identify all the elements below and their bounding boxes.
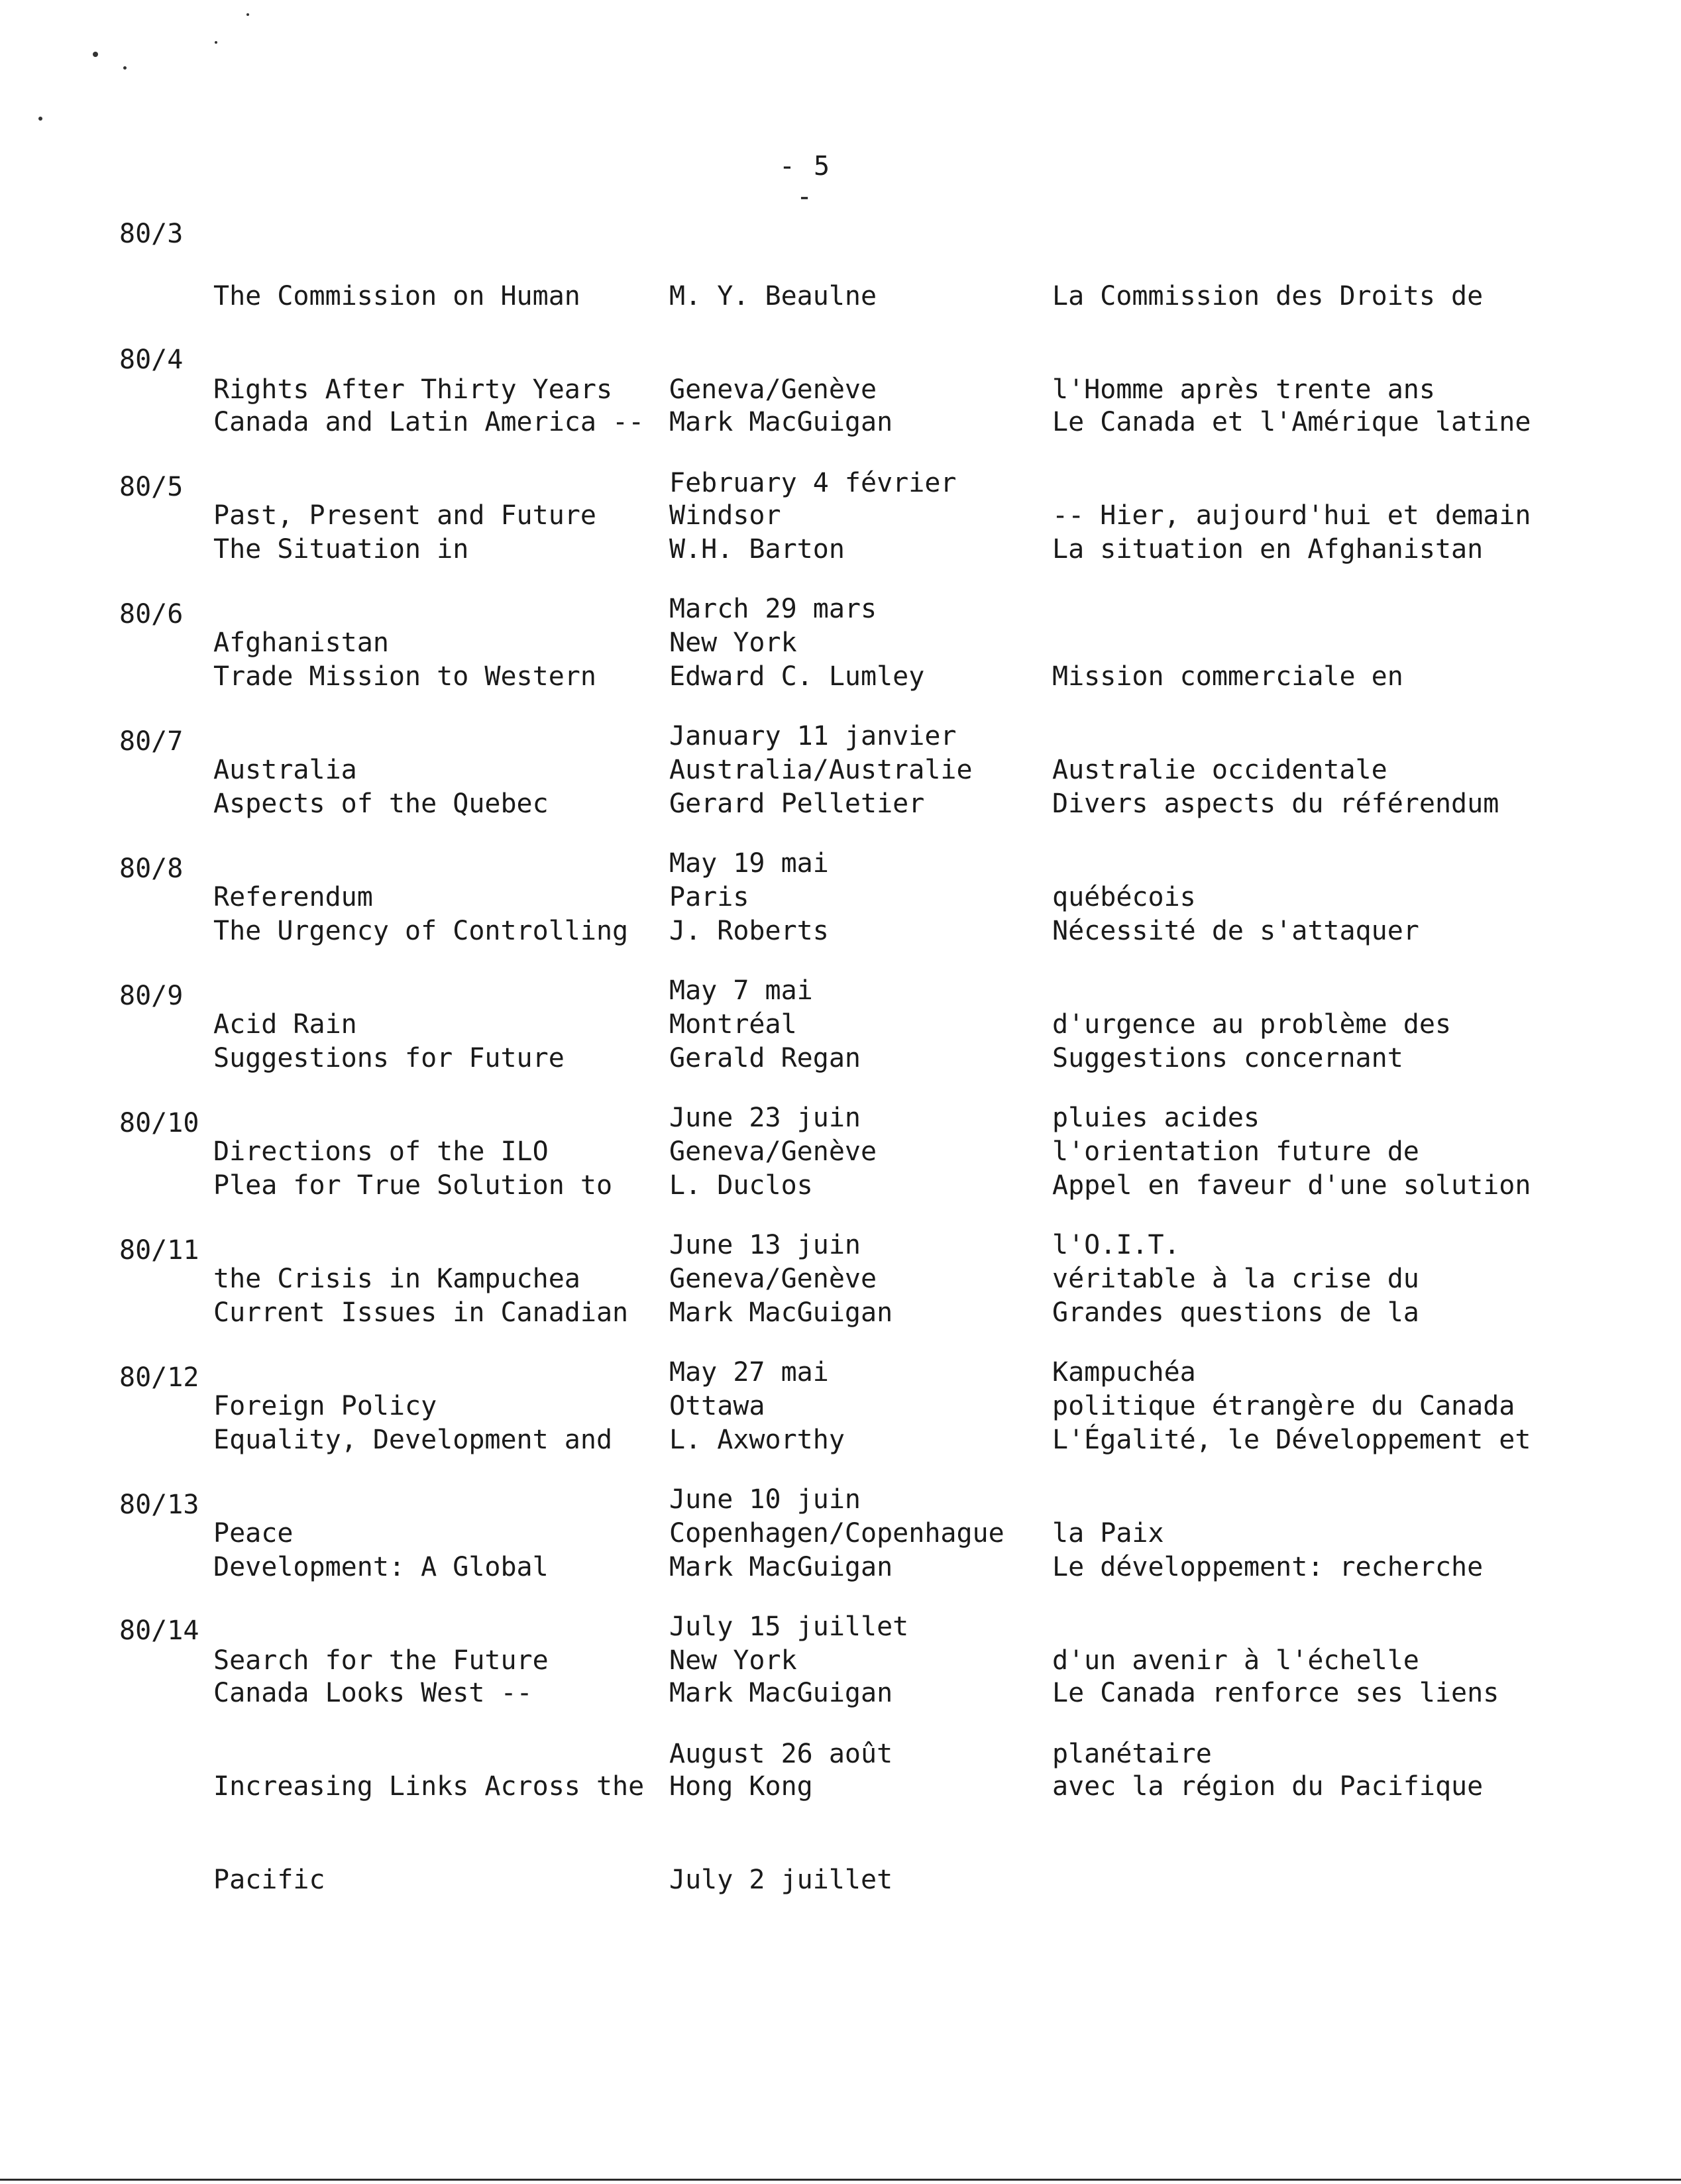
speaker-date: March 29 mars: [669, 594, 877, 624]
french-title-line: Divers aspects du référendum: [1052, 789, 1499, 819]
french-title-line: Le Canada et l'Amérique latine: [1052, 407, 1531, 437]
speaker-name: L. Duclos: [669, 1170, 813, 1201]
statement-number: 80/4: [119, 345, 184, 375]
speaker-name: L. Axworthy: [669, 1425, 845, 1455]
scan-speck: [38, 117, 42, 121]
french-title-line: d'un avenir à l'échelle: [1052, 1645, 1419, 1676]
french-title-line: l'orientation future de: [1052, 1136, 1419, 1167]
title-line: The Urgency of Controlling: [213, 916, 629, 946]
scan-speck: [93, 52, 98, 57]
speaker-name: Gerald Regan: [669, 1043, 861, 1073]
speaker-name: Gerard Pelletier: [669, 789, 925, 819]
french-title-line: La Commission des Droits de: [1052, 281, 1484, 311]
speaker-date: June 10 juin: [669, 1484, 861, 1515]
french-title-line: -- Hier, aujourd'hui et demain: [1052, 500, 1531, 531]
speaker-name: J. Roberts: [669, 916, 829, 946]
french-title-line: Nécessité de s'attaquer: [1052, 916, 1419, 946]
title-line: Canada Looks West --: [213, 1678, 533, 1708]
title-line: Increasing Links Across the: [213, 1771, 645, 1802]
statement-number: 80/14: [119, 1615, 199, 1646]
title-line: Australia: [213, 755, 357, 785]
title-line: Search for the Future: [213, 1645, 549, 1676]
statement-number: 80/5: [119, 472, 184, 502]
speaker-name: W.H. Barton: [669, 534, 845, 565]
french-title-line: d'urgence au problème des: [1052, 1009, 1452, 1040]
title-line: The Commission on Human: [213, 281, 580, 311]
statement-number: 80/13: [119, 1490, 199, 1520]
title-line: Equality, Development and: [213, 1425, 613, 1455]
speaker-date: June 23 juin: [669, 1103, 861, 1133]
speaker-location: New York: [669, 1645, 797, 1676]
speaker-date: August 26 août: [669, 1739, 893, 1769]
title-line: Aspects of the Quebec: [213, 789, 549, 819]
french-title: [1052, 1615, 1556, 1865]
speaker-name: Mark MacGuigan: [669, 1297, 893, 1328]
french-title-line: Mission commerciale en: [1052, 661, 1403, 692]
statement-number: 80/8: [119, 853, 184, 884]
scan-speck: [246, 13, 249, 16]
speaker-name: Mark MacGuigan: [669, 407, 893, 437]
scan-speck: [215, 41, 217, 44]
french-title-line: l'Homme après trente ans: [1052, 374, 1435, 405]
title-line: Directions of the ILO: [213, 1136, 549, 1167]
statement-number: 80/6: [119, 599, 184, 629]
title-line: Canada and Latin America --: [213, 407, 645, 437]
title-line: Acid Rain: [213, 1009, 357, 1040]
title-line: Trade Mission to Western: [213, 661, 596, 692]
speaker-date: July 15 juillet: [669, 1611, 909, 1642]
french-title-line: Le développement: recherche: [1052, 1552, 1484, 1582]
title-line: The Situation in: [213, 534, 469, 565]
speaker-date: July 2 juillet: [669, 1865, 893, 1895]
french-title-line: Grandes questions de la: [1052, 1297, 1419, 1328]
speaker-date: February 4 février: [669, 468, 957, 498]
statement-number: 80/10: [119, 1108, 199, 1138]
french-title-line: québécois: [1052, 882, 1196, 912]
statement-speaker: [669, 1615, 1040, 1958]
title-line: Foreign Policy: [213, 1391, 437, 1421]
speaker-location: Australia/Australie: [669, 755, 973, 785]
speaker-location: Geneva/Genève: [669, 374, 877, 405]
title-line: the Crisis in Kampuchea: [213, 1264, 580, 1294]
page-number: - 5 -: [779, 151, 832, 212]
speaker-location: Windsor: [669, 500, 781, 531]
speaker-name: M. Y. Beaulne: [669, 281, 877, 311]
french-title-line: l'O.I.T.: [1052, 1230, 1180, 1260]
speaker-date: May 19 mai: [669, 848, 829, 879]
title-line: Peace: [213, 1518, 294, 1549]
french-title-line: La situation en Afghanistan: [1052, 534, 1484, 565]
statement-number: 80/7: [119, 726, 184, 757]
speaker-location: Geneva/Genève: [669, 1264, 877, 1294]
speaker-location: Montréal: [669, 1009, 797, 1040]
title-line: Development: A Global: [213, 1552, 549, 1582]
title-line: Rights After Thirty Years: [213, 374, 613, 405]
speaker-location: New York: [669, 628, 797, 658]
french-title-line: politique étrangère du Canada: [1052, 1391, 1515, 1421]
french-title-line: L'Égalité, le Développement et: [1052, 1425, 1531, 1455]
french-title-line: Appel en faveur d'une solution: [1052, 1170, 1531, 1201]
french-title-line: pluies acides: [1052, 1103, 1260, 1133]
statement-title: [213, 1615, 664, 1958]
french-title-line: Suggestions concernant: [1052, 1043, 1403, 1073]
statement-number: 80/3: [119, 219, 184, 249]
french-title-line: avec la région du Pacifique: [1052, 1771, 1484, 1802]
bottom-rule: [0, 2179, 1681, 2181]
scan-speck: [123, 66, 127, 70]
french-title-line: véritable à la crise du: [1052, 1264, 1419, 1294]
speaker-location: Geneva/Genève: [669, 1136, 877, 1167]
french-title-line: la Paix: [1052, 1518, 1164, 1549]
speaker-location: Copenhagen/Copenhague: [669, 1518, 1004, 1549]
speaker-date: January 11 janvier: [669, 721, 957, 751]
french-title-line: Kampuchéa: [1052, 1357, 1196, 1388]
french-title-line: Australie occidentale: [1052, 755, 1387, 785]
statement-number: 80/11: [119, 1235, 199, 1266]
statement-number: 80/12: [119, 1362, 199, 1393]
speaker-name: Mark MacGuigan: [669, 1678, 893, 1708]
french-title-line: Le Canada renforce ses liens: [1052, 1678, 1499, 1708]
speaker-date: May 7 mai: [669, 975, 813, 1006]
title-line: Referendum: [213, 882, 373, 912]
speaker-date: May 27 mai: [669, 1357, 829, 1388]
speaker-location: Ottawa: [669, 1391, 765, 1421]
speaker-name: Edward C. Lumley: [669, 661, 925, 692]
statement-number: 80/9: [119, 981, 184, 1011]
title-line: Plea for True Solution to: [213, 1170, 613, 1201]
title-line: Afghanistan: [213, 628, 389, 658]
speaker-location: Paris: [669, 882, 749, 912]
speaker-date: June 13 juin: [669, 1230, 861, 1260]
title-line: Pacific: [213, 1865, 325, 1895]
speaker-location: Hong Kong: [669, 1771, 813, 1802]
title-line: Suggestions for Future: [213, 1043, 565, 1073]
speaker-name: Mark MacGuigan: [669, 1552, 893, 1582]
french-title-line: planétaire: [1052, 1739, 1212, 1769]
title-line: Past, Present and Future: [213, 500, 596, 531]
title-line: Current Issues in Canadian: [213, 1297, 629, 1328]
